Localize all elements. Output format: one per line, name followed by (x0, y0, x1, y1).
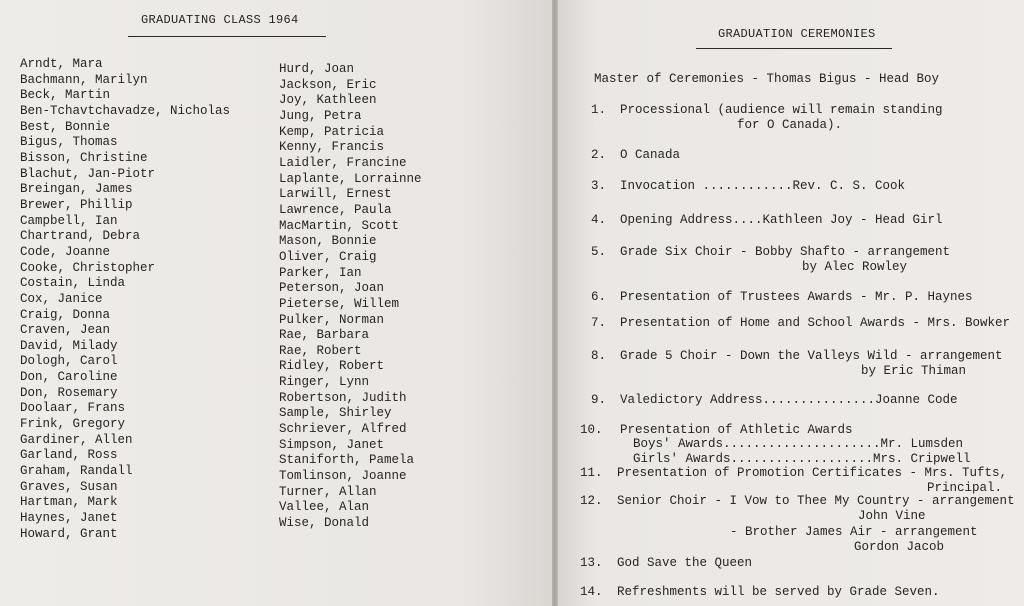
graduate-name: Turner, Allan (279, 484, 377, 499)
item-text: Grade 5 Choir - Down the Valleys Wild - arrangement (620, 349, 1003, 363)
graduate-name: Haynes, Janet (20, 511, 118, 526)
graduate-name: Wise, Donald (279, 516, 370, 531)
master-of-ceremonies: Master of Ceremonies - Thomas Bigus - Head Boy (594, 72, 940, 86)
graduate-name: Ben-Tchavtchavadze, Nicholas (20, 103, 231, 118)
graduate-name: Ridley, Robert (279, 359, 385, 374)
graduate-name: Craven, Jean (20, 323, 111, 338)
item-text: Valedictory Address...............Joanne Code (620, 393, 958, 407)
right-page (558, 0, 1024, 606)
item-number: 3. (591, 179, 607, 193)
graduate-name: Breingan, James (20, 182, 133, 197)
graduate-name: Oliver, Craig (279, 249, 377, 264)
item-text: Presentation of Trustees Awards - Mr. P. Haynes (620, 290, 973, 304)
graduate-name: Tomlinson, Joanne (279, 469, 407, 484)
graduate-name: Don, Caroline (20, 370, 118, 385)
graduate-name: Gardiner, Allen (20, 432, 133, 447)
graduate-name: Larwill, Ernest (279, 187, 392, 202)
graduate-name: Rae, Barbara (279, 328, 370, 343)
graduate-name: Joy, Kathleen (279, 93, 377, 108)
graduate-name: Howard, Grant (20, 526, 118, 541)
graduate-name: Pieterse, Willem (279, 296, 400, 311)
item-text: Processional (audience will remain standing (620, 103, 943, 117)
item-continuation: John Vine (858, 509, 926, 523)
graduate-name: Pulker, Norman (279, 312, 385, 327)
item-arranger: Gordon Jacob (854, 540, 945, 554)
item-continuation: for O Canada). (737, 118, 843, 132)
item-number: 1. (591, 103, 607, 117)
graduate-name: MacMartin, Scott (279, 218, 400, 233)
graduate-name: Parker, Ian (279, 265, 362, 280)
item-text: Senior Choir - I Vow to Thee My Country - arrangement (617, 494, 1015, 508)
item-number: 7. (591, 316, 607, 330)
graduate-name: Rae, Robert (279, 343, 362, 358)
graduate-name: Sample, Shirley (279, 406, 392, 421)
graduate-name: Best, Bonnie (20, 119, 111, 134)
item-number: 9. (591, 393, 607, 407)
graduate-name: Frink, Gregory (20, 417, 126, 432)
graduate-name: Vallee, Alan (279, 500, 370, 515)
ceremonies-title: GRADUATION CEREMONIES (718, 27, 876, 41)
item-number: 14. (580, 585, 603, 599)
item-number: 5. (591, 245, 607, 259)
item-number: 13. (580, 556, 603, 570)
item-continuation: by Alec Rowley (802, 260, 908, 274)
girls-awards: Girls' Awards...................Mrs. Cripwell (633, 452, 971, 466)
class-title: GRADUATING CLASS 1964 (141, 13, 299, 27)
graduate-name: Jung, Petra (279, 108, 362, 123)
graduate-name: Bisson, Christine (20, 150, 148, 165)
graduate-name: Jackson, Eric (279, 77, 377, 92)
graduate-name: Bachmann, Marilyn (20, 72, 148, 87)
graduate-name: Laplante, Lorrainne (279, 171, 422, 186)
item-text: Presentation of Athletic Awards (620, 423, 853, 437)
item-text: Invocation ............Rev. C. S. Cook (620, 179, 906, 193)
graduate-name: Kenny, Francis (279, 140, 385, 155)
item-text: Refreshments will be served by Grade Seven. (617, 585, 940, 599)
item-number: 10. (580, 423, 603, 437)
item-continuation: Principal. (927, 481, 1003, 495)
graduate-name: Laidler, Francine (279, 155, 407, 170)
graduate-name: Schriever, Alfred (279, 422, 407, 437)
graduate-name: Ringer, Lynn (279, 375, 370, 390)
item-alternate-arrangement: - Brother James Air - arrangement (730, 525, 978, 539)
ceremonies-title-underline (696, 48, 892, 49)
item-text: Presentation of Promotion Certificates - Mrs. Tufts, (617, 466, 1008, 480)
names-column-2 (279, 62, 422, 532)
graduate-name: Costain, Linda (20, 276, 126, 291)
graduate-name: Simpson, Janet (279, 437, 385, 452)
graduate-name: Blachut, Jan-Piotr (20, 166, 156, 181)
graduate-name: Chartrand, Debra (20, 229, 141, 244)
graduate-name: Kemp, Patricia (279, 124, 385, 139)
graduate-name: Graham, Randall (20, 464, 133, 479)
graduate-name: Arndt, Mara (20, 57, 103, 71)
graduate-name: Craig, Donna (20, 307, 111, 322)
graduate-name: Cox, Janice (20, 291, 103, 306)
graduate-name: Dologh, Carol (20, 354, 118, 369)
graduate-name: Lawrence, Paula (279, 202, 392, 217)
graduate-name: Code, Joanne (20, 244, 111, 259)
graduate-name: Bigus, Thomas (20, 135, 118, 150)
graduate-name: Robertson, Judith (279, 390, 407, 405)
graduate-name: Brewer, Phillip (20, 197, 133, 212)
item-number: 2. (591, 148, 607, 162)
graduate-name: Mason, Bonnie (279, 234, 377, 249)
item-text: Grade Six Choir - Bobby Shafto - arrangement (620, 245, 951, 259)
names-column-1 (20, 57, 230, 542)
graduate-name: Hartman, Mark (20, 495, 118, 510)
item-number: 12. (580, 494, 603, 508)
item-continuation: by Eric Thiman (861, 364, 967, 378)
graduate-name: Garland, Ross (20, 448, 118, 463)
item-text: God Save the Queen (617, 556, 753, 570)
item-number: 4. (591, 213, 607, 227)
graduate-name: David, Milady (20, 338, 118, 353)
graduate-name: Don, Rosemary (20, 385, 118, 400)
item-text: Presentation of Home and School Awards - Mrs. Bowker (620, 316, 1011, 330)
boys-awards: Boys' Awards.....................Mr. Lumsden (633, 437, 964, 451)
item-number: 6. (591, 290, 607, 304)
item-number: 11. (580, 466, 603, 480)
graduate-name: Doolaar, Frans (20, 401, 126, 416)
graduate-name: Cooke, Christopher (20, 260, 156, 275)
graduate-name: Graves, Susan (20, 479, 118, 494)
class-title-underline (128, 36, 326, 37)
item-text: Opening Address....Kathleen Joy - Head Girl (620, 213, 943, 227)
graduate-name: Staniforth, Pamela (279, 453, 415, 468)
item-text: O Canada (620, 148, 681, 162)
graduate-name: Peterson, Joan (279, 281, 385, 296)
graduate-name: Beck, Martin (20, 88, 111, 103)
graduate-name: Campbell, Ian (20, 213, 118, 228)
graduate-name: Hurd, Joan (279, 62, 355, 76)
item-number: 8. (591, 349, 607, 363)
